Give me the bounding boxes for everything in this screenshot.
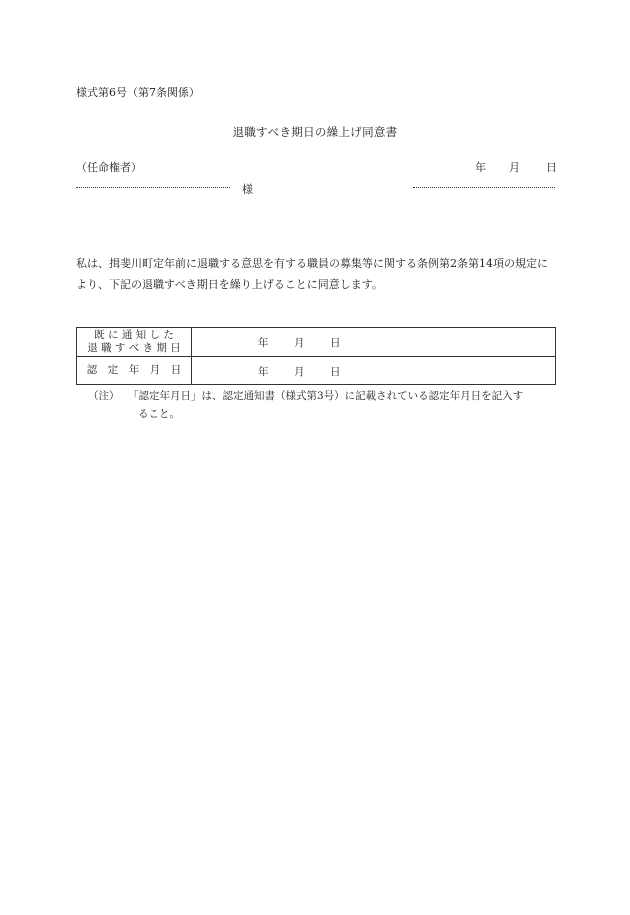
date-year-label: 年: [475, 161, 486, 174]
date-day-label: 日: [546, 161, 557, 174]
form-number: 様式第6号（第7条関係）: [76, 86, 200, 99]
day-label: 日: [330, 337, 341, 349]
document-title: 退職すべき期日の繰上げ同意書: [232, 125, 398, 139]
label-line: 退 職 す べ き 期 日: [87, 342, 181, 354]
appointer-label: （任命権者）: [76, 161, 142, 174]
certified-date-label: [77, 357, 192, 385]
appointer-name-line: [76, 187, 230, 188]
table-row: [77, 328, 556, 357]
note-marker: （注）: [88, 390, 120, 402]
date-table: [76, 327, 556, 385]
label-line: 既 に 通 知 し た: [94, 329, 174, 341]
note-text: 「認定年月日」は、認定通知書（様式第3号）に記載されている認定年月日を記入す: [128, 390, 524, 402]
year-label: 年: [258, 337, 269, 349]
table-row: [77, 357, 556, 385]
date-month-label: 月: [509, 161, 520, 174]
applicant-name-line: [413, 187, 555, 188]
label-line: 認 定 年 月 日: [86, 364, 182, 376]
notified-date-field[interactable]: [192, 328, 556, 357]
year-label: 年: [258, 366, 269, 378]
notified-date-label: [77, 328, 192, 357]
day-label: 日: [330, 366, 341, 378]
note-text-continued: ること。: [138, 408, 180, 420]
month-label: 月: [294, 337, 305, 349]
certified-date-field[interactable]: [192, 357, 556, 385]
month-label: 月: [294, 366, 305, 378]
honorific-label: 様: [242, 183, 253, 196]
consent-statement: 私は、揖斐川町定年前に退職する意思を有する職員の募集等に関する条例第2条第14項の規定により、下記の退職すべき期日を繰り上げることに同意します。: [76, 257, 548, 291]
